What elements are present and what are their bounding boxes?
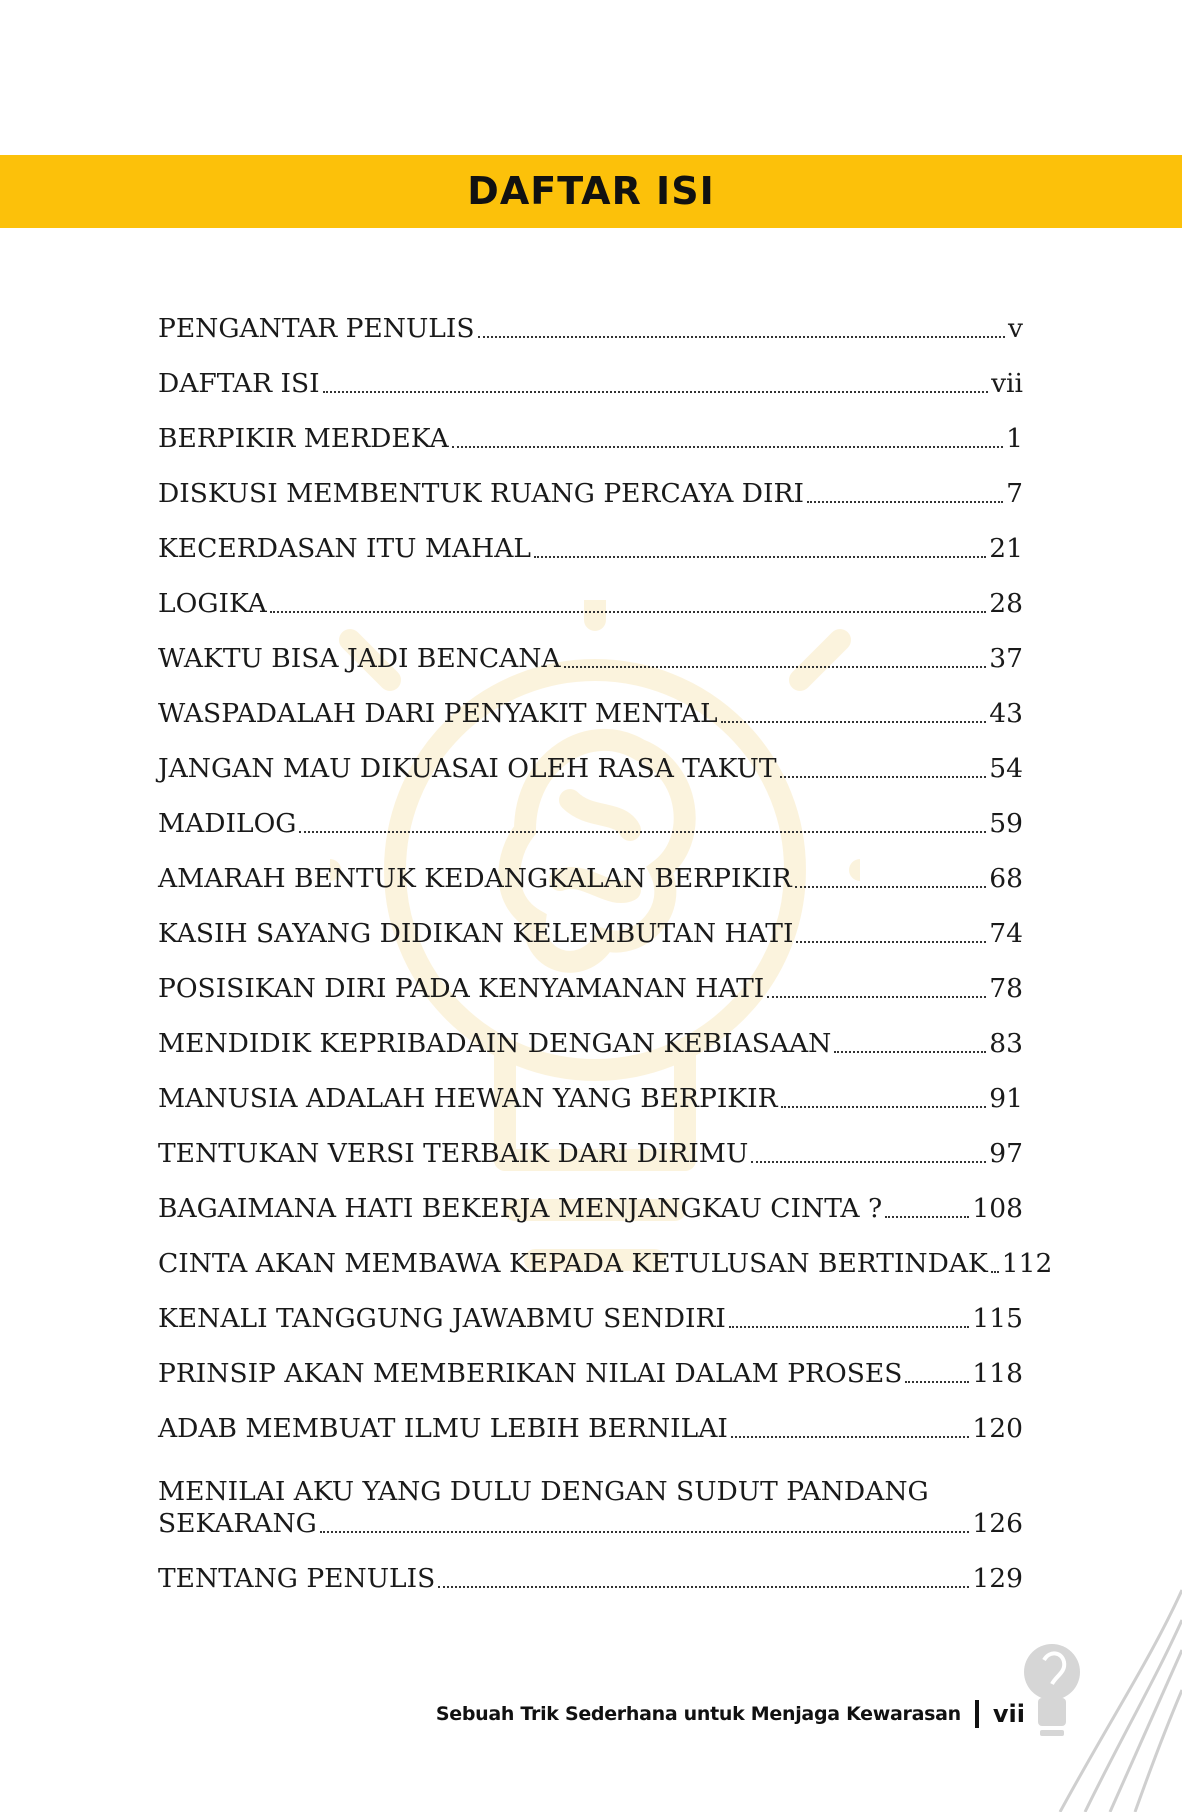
toc-page-number: 112: [1001, 1248, 1053, 1279]
toc-entry-jangan-mau[interactable]: [158, 730, 1023, 785]
toc-entry-menilai[interactable]: [158, 1445, 1023, 1540]
toc-page-number: 108: [972, 1193, 1023, 1224]
toc-title: AMARAH BENTUK KEDANGKALAN BERPIKIR: [158, 863, 792, 894]
toc-page-number: 74: [989, 918, 1023, 949]
toc-page-number: 21: [989, 533, 1023, 564]
toc-row: [158, 1508, 1023, 1540]
toc-entry-logika[interactable]: [158, 565, 1023, 620]
toc-title: MADILOG: [158, 808, 297, 839]
toc-title: BERPIKIR MERDEKA: [158, 423, 449, 454]
toc-title: MENDIDIK KEPRIBADAIN DENGAN KEBIASAAN: [158, 1028, 832, 1059]
toc-page-number: 115: [972, 1303, 1023, 1334]
page-title: DAFTAR ISI: [467, 169, 715, 213]
toc-leader-dots: [991, 1271, 999, 1273]
toc-page-number: 59: [989, 808, 1023, 839]
toc-title: MANUSIA ADALAH HEWAN YANG BERPIKIR: [158, 1083, 778, 1114]
toc-title: CINTA AKAN MEMBAWA KEPADA KETULUSAN BERTINDAK: [158, 1248, 988, 1279]
toc-page-number: 91: [989, 1083, 1023, 1114]
toc-entry-kasih-sayang[interactable]: [158, 895, 1023, 950]
toc-leader-dots: [564, 666, 987, 668]
toc-entry-manusia[interactable]: [158, 1060, 1023, 1115]
toc-entry-madilog[interactable]: [158, 785, 1023, 840]
toc-title: POSISIKAN DIRI PADA KENYAMANAN HATI: [158, 973, 765, 1004]
toc-leader-dots: [721, 721, 987, 723]
toc-title: KENALI TANGGUNG JAWABMU SENDIRI: [158, 1303, 726, 1334]
toc-page-number: 129: [972, 1563, 1023, 1594]
toc-entry-tentang-penulis[interactable]: [158, 1540, 1023, 1595]
toc-leader-dots: [729, 1326, 970, 1328]
toc-leader-dots: [780, 776, 987, 778]
toc-title: PENGANTAR PENULIS: [158, 313, 475, 344]
toc-entry-bagaimana[interactable]: [158, 1170, 1023, 1225]
toc-page-number: v: [1008, 313, 1023, 344]
toc-title: WASPADALAH DARI PENYAKIT MENTAL: [158, 698, 718, 729]
toc-leader-dots: [270, 611, 986, 613]
toc-leader-dots: [796, 941, 986, 943]
toc-title: LOGIKA: [158, 588, 267, 619]
table-of-contents: [158, 290, 1053, 1595]
toc-page-number: 7: [1006, 478, 1023, 509]
toc-leader-dots: [731, 1436, 970, 1438]
toc-leader-dots: [534, 556, 986, 558]
toc-entry-daftar-isi[interactable]: [158, 345, 1023, 400]
toc-page-number: 83: [989, 1028, 1023, 1059]
toc-page-number: vii: [991, 368, 1023, 399]
footer-page-number: vii: [992, 1700, 1025, 1728]
toc-leader-dots: [834, 1051, 986, 1053]
toc-page-number: 1: [1006, 423, 1023, 454]
toc-title: TENTANG PENULIS: [158, 1563, 436, 1594]
toc-title: KASIH SAYANG DIDIKAN KELEMBUTAN HATI: [158, 918, 794, 949]
toc-leader-dots: [478, 336, 1006, 338]
footer-book-title: Sebuah Trik Sederhana untuk Menjaga Kewarasan: [435, 1703, 961, 1725]
toc-page-number: 28: [989, 588, 1023, 619]
toc-leader-dots: [905, 1381, 969, 1383]
toc-page-number: 68: [989, 863, 1023, 894]
toc-page-number: 37: [989, 643, 1023, 674]
toc-entry-prinsip[interactable]: [158, 1335, 1023, 1390]
toc-title: PRINSIP AKAN MEMBERIKAN NILAI DALAM PROSES: [158, 1358, 903, 1389]
toc-page-number: 43: [989, 698, 1023, 729]
toc-entry-cinta[interactable]: [158, 1225, 1053, 1280]
toc-entry-amarah[interactable]: [158, 840, 1023, 895]
toc-leader-dots: [452, 446, 1004, 448]
toc-page-number: 120: [972, 1413, 1023, 1444]
title-band: [0, 155, 1182, 228]
toc-leader-dots: [807, 501, 1003, 503]
toc-entry-kenali[interactable]: [158, 1280, 1023, 1335]
toc-entry-diskusi[interactable]: [158, 455, 1023, 510]
toc-title: ADAB MEMBUAT ILMU LEBIH BERNILAI: [158, 1413, 728, 1444]
toc-leader-dots: [767, 996, 986, 998]
footer-separator: [975, 1700, 979, 1728]
toc-entry-pengantar-penulis[interactable]: [158, 290, 1023, 345]
toc-page-number: 54: [989, 753, 1023, 784]
toc-entry-waspadalah[interactable]: [158, 675, 1023, 730]
toc-title: BAGAIMANA HATI BEKERJA MENJANGKAU CINTA ?: [158, 1193, 883, 1224]
toc-leader-dots: [438, 1586, 969, 1588]
toc-page-number: 78: [989, 973, 1023, 1004]
toc-leader-dots: [781, 1106, 987, 1108]
toc-entry-berpikir-merdeka[interactable]: [158, 400, 1023, 455]
toc-entry-tentukan[interactable]: [158, 1115, 1023, 1170]
toc-leader-dots: [299, 831, 986, 833]
toc-leader-dots: [795, 886, 987, 888]
toc-title: SEKARANG: [158, 1508, 317, 1539]
toc-title: JANGAN MAU DIKUASAI OLEH RASA TAKUT: [158, 753, 777, 784]
toc-page-number: 97: [989, 1138, 1023, 1169]
toc-title-line1: MENILAI AKU YANG DULU DENGAN SUDUT PANDANG: [158, 1476, 929, 1507]
toc-leader-dots: [751, 1161, 986, 1163]
toc-page-number: 126: [972, 1508, 1023, 1539]
toc-title: KECERDASAN ITU MAHAL: [158, 533, 532, 564]
toc-entry-kecerdasan[interactable]: [158, 510, 1023, 565]
toc-entry-waktu[interactable]: [158, 620, 1023, 675]
toc-title: WAKTU BISA JADI BENCANA: [158, 643, 561, 674]
toc-title: DAFTAR ISI: [158, 368, 320, 399]
toc-leader-dots: [320, 1531, 970, 1533]
toc-entry-mendidik[interactable]: [158, 1005, 1023, 1060]
toc-leader-dots: [323, 391, 988, 393]
toc-title: DISKUSI MEMBENTUK RUANG PERCAYA DIRI: [158, 478, 804, 509]
page-footer: [436, 1700, 1025, 1728]
toc-page-number: 118: [972, 1358, 1023, 1389]
toc-entry-adab[interactable]: [158, 1390, 1023, 1445]
corner-lightbulb-icon: [1000, 1580, 1182, 1812]
toc-title: TENTUKAN VERSI TERBAIK DARI DIRIMU: [158, 1138, 749, 1169]
toc-entry-posisikan[interactable]: [158, 950, 1023, 1005]
toc-leader-dots: [885, 1216, 969, 1218]
